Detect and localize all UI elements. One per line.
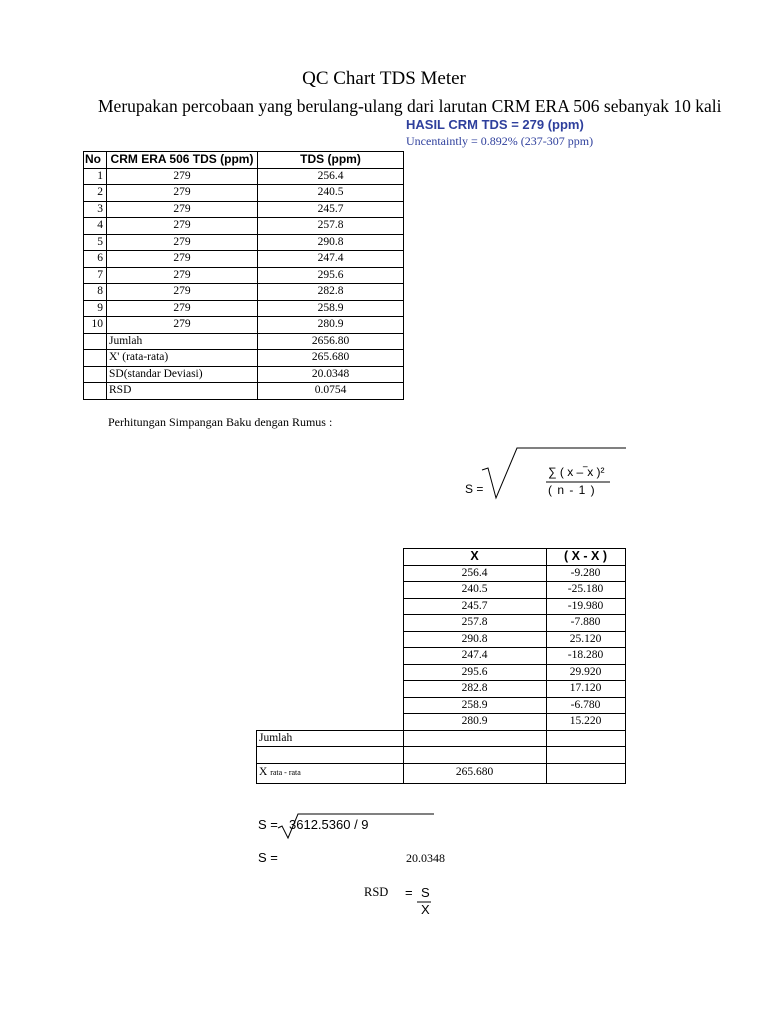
summary-label: RSD	[107, 383, 258, 400]
rsd-label: RSD	[364, 885, 389, 899]
blank-cell	[257, 582, 404, 599]
table-row	[84, 300, 404, 317]
row-deviation-value: -6.780	[546, 697, 625, 714]
row-crm-value: 279	[107, 185, 258, 202]
table-row	[84, 267, 404, 284]
row-x-value: 247.4	[403, 648, 546, 665]
hasil-crm-text: HASIL CRM TDS = 279 (ppm)	[406, 117, 584, 132]
row-x-value: 240.5	[403, 582, 546, 599]
table-row	[257, 598, 626, 615]
document-title: QC Chart TDS Meter	[302, 68, 466, 89]
table-row	[84, 251, 404, 268]
summary-label: X' (rata-rata)	[107, 350, 258, 367]
table-row	[84, 185, 404, 202]
xbar-row	[257, 763, 626, 783]
row-x-value: 282.8	[403, 681, 546, 698]
table-row	[84, 218, 404, 235]
table-header-row	[84, 152, 404, 169]
table-row	[257, 714, 626, 731]
uncertainty-text: Uncentaintly = 0.892% (237-307 ppm)	[406, 134, 594, 148]
table-row	[257, 631, 626, 648]
table-header-row	[257, 549, 626, 566]
empty-cell	[257, 747, 404, 764]
row-crm-value: 279	[107, 201, 258, 218]
table-row	[257, 615, 626, 632]
jumlah-label: Jumlah	[257, 730, 404, 747]
table-row	[257, 664, 626, 681]
row-crm-value: 279	[107, 168, 258, 185]
empty-cell	[84, 350, 107, 367]
row-tds-value: 245.7	[258, 201, 404, 218]
blank-cell	[257, 565, 404, 582]
row-deviation-value: -9.280	[546, 565, 625, 582]
rsd-numerator: S	[421, 885, 430, 900]
row-x-value: 245.7	[403, 598, 546, 615]
summary-row	[84, 366, 404, 383]
empty-cell	[84, 366, 107, 383]
tds-measurement-table	[83, 151, 404, 400]
row-x-value: 258.9	[403, 697, 546, 714]
row-deviation-value: 29.920	[546, 664, 625, 681]
xbar-label: X	[259, 766, 268, 779]
s-calculation: 3612.5360 / 9	[289, 817, 369, 832]
row-no: 10	[84, 317, 107, 334]
formula-intro: Perhitungan Simpangan Baku dengan Rumus :	[108, 415, 333, 429]
row-deviation-value: 17.120	[546, 681, 625, 698]
xbar-label-cell	[257, 763, 404, 783]
deviation-table	[256, 548, 626, 784]
empty-cell	[403, 747, 546, 764]
table-body	[257, 565, 626, 730]
row-crm-value: 279	[107, 317, 258, 334]
row-no: 2	[84, 185, 107, 202]
summary-row	[84, 333, 404, 350]
row-deviation-value: 25.120	[546, 631, 625, 648]
summary-value: 2656.80	[258, 333, 404, 350]
row-deviation-value: 15.220	[546, 714, 625, 731]
row-tds-value: 282.8	[258, 284, 404, 301]
row-tds-value: 256.4	[258, 168, 404, 185]
table-row	[257, 681, 626, 698]
jumlah-x-cell	[403, 730, 546, 747]
row-x-value: 257.8	[403, 615, 546, 632]
table-row	[84, 317, 404, 334]
row-crm-value: 279	[107, 218, 258, 235]
row-no: 5	[84, 234, 107, 251]
s-label-2: S =	[258, 850, 278, 865]
blank-cell	[257, 631, 404, 648]
blank-cell	[257, 681, 404, 698]
header-x: X	[403, 549, 546, 566]
jumlah-row	[257, 730, 626, 747]
row-deviation-value: -19.980	[546, 598, 625, 615]
empty-cell	[84, 333, 107, 350]
row-no: 6	[84, 251, 107, 268]
table-row	[84, 168, 404, 185]
row-x-value: 280.9	[403, 714, 546, 731]
table-row	[257, 565, 626, 582]
summary-value: 20.0348	[258, 366, 404, 383]
summary-row	[84, 383, 404, 400]
row-crm-value: 279	[107, 234, 258, 251]
row-no: 1	[84, 168, 107, 185]
row-tds-value: 280.9	[258, 317, 404, 334]
row-tds-value: 295.6	[258, 267, 404, 284]
table-row	[257, 582, 626, 599]
blank-cell	[257, 598, 404, 615]
xbar-dev-cell	[546, 763, 625, 783]
row-deviation-value: -7.880	[546, 615, 625, 632]
empty-cell	[546, 747, 625, 764]
formula-s-label: S =	[465, 482, 484, 496]
header-crm: CRM ERA 506 TDS (ppm)	[107, 152, 258, 169]
table-body	[84, 168, 404, 399]
blank-cell	[257, 615, 404, 632]
row-deviation-value: -18.280	[546, 648, 625, 665]
header-deviation: ( X - X )	[546, 549, 625, 566]
s-label-1: S =	[258, 817, 278, 832]
row-tds-value: 258.9	[258, 300, 404, 317]
rsd-equals: =	[405, 885, 413, 900]
row-crm-value: 279	[107, 251, 258, 268]
row-tds-value: 247.4	[258, 251, 404, 268]
summary-label: SD(standar Deviasi)	[107, 366, 258, 383]
row-crm-value: 279	[107, 267, 258, 284]
row-x-value: 290.8	[403, 631, 546, 648]
table-row	[84, 284, 404, 301]
blank-cell	[257, 714, 404, 731]
summary-row	[84, 350, 404, 367]
row-no: 7	[84, 267, 107, 284]
formula-numerator: ∑ ( x –‾x )²	[548, 465, 605, 479]
blank-cell	[257, 664, 404, 681]
document-subtitle: Merupakan percobaan yang berulang-ulang dari larutan CRM ERA 506 sebanyak 10 kali	[98, 96, 722, 116]
jumlah-dev-cell	[546, 730, 625, 747]
row-tds-value: 257.8	[258, 218, 404, 235]
summary-label: Jumlah	[107, 333, 258, 350]
blank-cell	[257, 648, 404, 665]
rsd-denominator: X	[421, 902, 430, 917]
table-row	[257, 648, 626, 665]
table-row	[84, 201, 404, 218]
blank-cell	[257, 697, 404, 714]
empty-cell	[84, 383, 107, 400]
table-row	[84, 234, 404, 251]
row-no: 9	[84, 300, 107, 317]
empty-row	[257, 747, 626, 764]
summary-value: 0.0754	[258, 383, 404, 400]
row-no: 3	[84, 201, 107, 218]
s-result: 20.0348	[406, 851, 445, 865]
row-deviation-value: -25.180	[546, 582, 625, 599]
row-crm-value: 279	[107, 300, 258, 317]
row-no: 4	[84, 218, 107, 235]
row-no: 8	[84, 284, 107, 301]
formula-denominator: ( n - 1 )	[548, 483, 596, 497]
header-tds: TDS (ppm)	[258, 152, 404, 169]
row-x-value: 256.4	[403, 565, 546, 582]
row-tds-value: 290.8	[258, 234, 404, 251]
row-crm-value: 279	[107, 284, 258, 301]
xbar-subscript: rata - rata	[270, 768, 301, 778]
row-tds-value: 240.5	[258, 185, 404, 202]
xbar-value: 265.680	[403, 763, 546, 783]
row-x-value: 295.6	[403, 664, 546, 681]
blank-cell	[257, 549, 404, 566]
table-row	[257, 697, 626, 714]
summary-value: 265.680	[258, 350, 404, 367]
header-no: No	[84, 152, 107, 169]
